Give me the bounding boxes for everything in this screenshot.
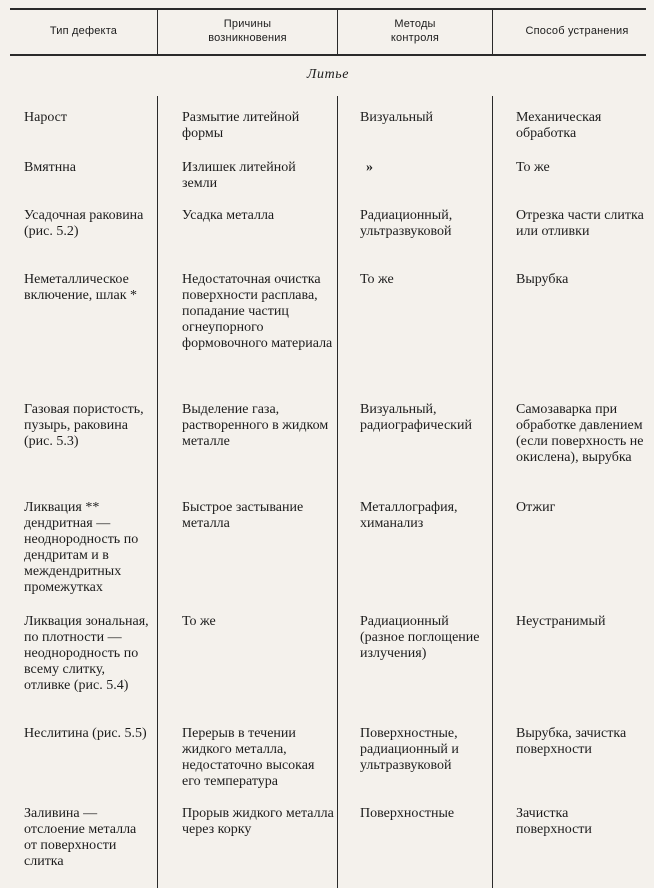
row-5-control: Визуальный, радиографический xyxy=(360,402,472,433)
row-3-cause: Усадка металла xyxy=(182,208,275,223)
row-5-cause: Выделение газа, растворенного в жидком металле xyxy=(182,402,329,449)
header-bottom-rule xyxy=(10,54,646,56)
row-3-defect: Усадочная раковина (рис. 5.2) xyxy=(24,208,144,239)
row-7-control: Радиационный (разное поглощение излучения) xyxy=(360,614,480,661)
row-2-control-ditto: » xyxy=(366,160,373,175)
body-divider-1 xyxy=(157,96,158,888)
body-divider-2 xyxy=(337,96,338,888)
row-4-cause: Недостаточная очистка поверхности расплава, попадание частиц огнеупорного формовочного материала xyxy=(182,272,333,351)
row-2-cause: Излишек литейной земли xyxy=(182,160,296,191)
row-8-control: Поверхностные, радиационный и ультразвуковой xyxy=(360,726,459,773)
row-2-remedy: То же xyxy=(516,160,550,175)
header-defect-type: Тип дефекта xyxy=(49,24,118,37)
row-1-defect: Нарост xyxy=(24,110,68,125)
header-control-methods: Методы контроля xyxy=(390,17,440,44)
row-4-control: То же xyxy=(360,272,394,287)
row-6-defect: Ликвация ** дендритная — неоднородность по дендритам и в междендритных промежутках xyxy=(24,500,139,595)
row-4-defect: Неметаллическое включение, шлак * xyxy=(24,272,138,303)
header-causes: Причины возникновения xyxy=(208,17,287,44)
section-title: Литье xyxy=(306,67,350,82)
header-remedy: Способ устранения xyxy=(525,24,629,37)
row-6-remedy: Отжиг xyxy=(516,500,556,515)
row-5-remedy: Самозаварка при обработке давлением (если поверхность не окислена), вырубка xyxy=(516,402,644,465)
row-1-control: Визуальный xyxy=(360,110,433,125)
row-1-cause: Размытие литейной формы xyxy=(182,110,300,141)
row-3-control: Радиационный, ультразвуковой xyxy=(360,208,453,239)
header-divider-3 xyxy=(492,8,493,55)
body-divider-3 xyxy=(492,96,493,888)
row-9-remedy: Зачистка поверхности xyxy=(516,806,592,837)
row-8-defect: Неслитина (рис. 5.5) xyxy=(24,726,147,741)
row-2-defect: Вмятнна xyxy=(24,160,76,175)
row-8-remedy: Вырубка, зачистка поверхности xyxy=(516,726,627,757)
row-3-remedy: Отрезка части слитка или отливки xyxy=(516,208,644,239)
row-9-cause: Прорыв жидкого металла через корку xyxy=(182,806,334,837)
row-6-cause: Быстрое застывание металла xyxy=(182,500,304,531)
row-1-remedy: Механическая обработка xyxy=(516,110,602,141)
row-9-defect: Заливина — отслоение металла от поверхности слитка xyxy=(24,806,137,869)
row-7-cause: То же xyxy=(182,614,216,629)
row-7-remedy: Неустранимый xyxy=(516,614,606,629)
header-divider-2 xyxy=(337,8,338,55)
row-7-defect: Ликвация зональная, по плотности — неоднородность по всему слитку, отливке (рис. 5.4) xyxy=(24,614,149,693)
row-6-control: Металлография, химанализ xyxy=(360,500,458,531)
row-4-remedy: Вырубка xyxy=(516,272,569,287)
row-5-defect: Газовая пористость, пузырь, раковина (рис. 5.3) xyxy=(24,402,144,449)
header-divider-1 xyxy=(157,8,158,55)
row-8-cause: Перерыв в течении жидкого металла, недостаточно высокая его температура xyxy=(182,726,315,789)
row-9-control: Поверхностные xyxy=(360,806,455,821)
